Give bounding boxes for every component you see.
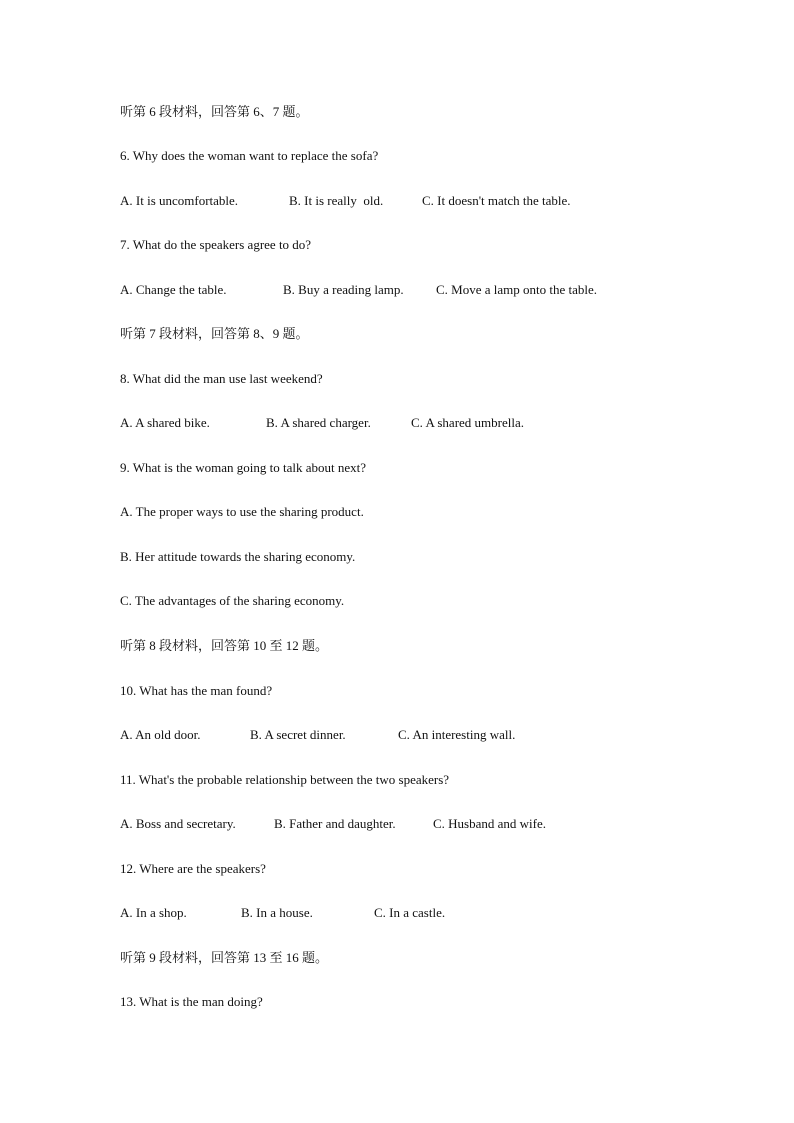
option-b: B. Buy a reading lamp. — [283, 282, 404, 297]
option-a: A. In a shop. — [120, 905, 187, 920]
option-b: B. In a house. — [241, 905, 313, 920]
option-a: A. An old door. — [120, 727, 201, 742]
option-a: A. It is uncomfortable. — [120, 193, 239, 208]
option-a: A. Change the table. — [120, 282, 227, 297]
option-b: B. A secret dinner. — [250, 727, 346, 742]
question-stem: 9. What is the woman going to talk about next? — [120, 460, 366, 475]
option-c: C. Move a lamp onto the table. — [436, 282, 598, 297]
section-heading: 听第 6 段材料，回答第 6、7 题。 — [120, 104, 309, 119]
option-a: A. A shared bike. — [120, 415, 210, 430]
option-c: C. An interesting wall. — [398, 727, 516, 742]
option-b: B. Her attitude towards the sharing economy. — [120, 549, 356, 564]
option-b: B. Father and daughter. — [274, 816, 396, 831]
option-b: B. It is really old. — [289, 193, 384, 208]
question-stem: 10. What has the man found? — [120, 683, 273, 698]
option-b: B. A shared charger. — [266, 415, 371, 430]
question-stem: 11. What's the probable relationship between the two speakers? — [120, 772, 450, 787]
question-stem: 6. Why does the woman want to replace the sofa? — [120, 148, 379, 163]
option-a: A. The proper ways to use the sharing product. — [120, 504, 364, 519]
section-heading: 听第 7 段材料，回答第 8、9 题。 — [120, 326, 309, 341]
option-c: C. It doesn't match the table. — [422, 193, 571, 208]
question-stem: 8. What did the man use last weekend? — [120, 371, 323, 386]
section-heading: 听第 8 段材料，回答第 10 至 12 题。 — [120, 638, 329, 653]
option-c: C. Husband and wife. — [433, 816, 547, 831]
option-c: C. A shared umbrella. — [411, 415, 525, 430]
question-stem: 13. What is the man doing? — [120, 994, 263, 1009]
option-c: C. In a castle. — [374, 905, 446, 920]
section-heading: 听第 9 段材料，回答第 13 至 16 题。 — [120, 950, 329, 965]
option-c: C. The advantages of the sharing economy. — [120, 593, 345, 608]
question-stem: 7. What do the speakers agree to do? — [120, 237, 312, 252]
option-a: A. Boss and secretary. — [120, 816, 236, 831]
question-stem: 12. Where are the speakers? — [120, 861, 266, 876]
